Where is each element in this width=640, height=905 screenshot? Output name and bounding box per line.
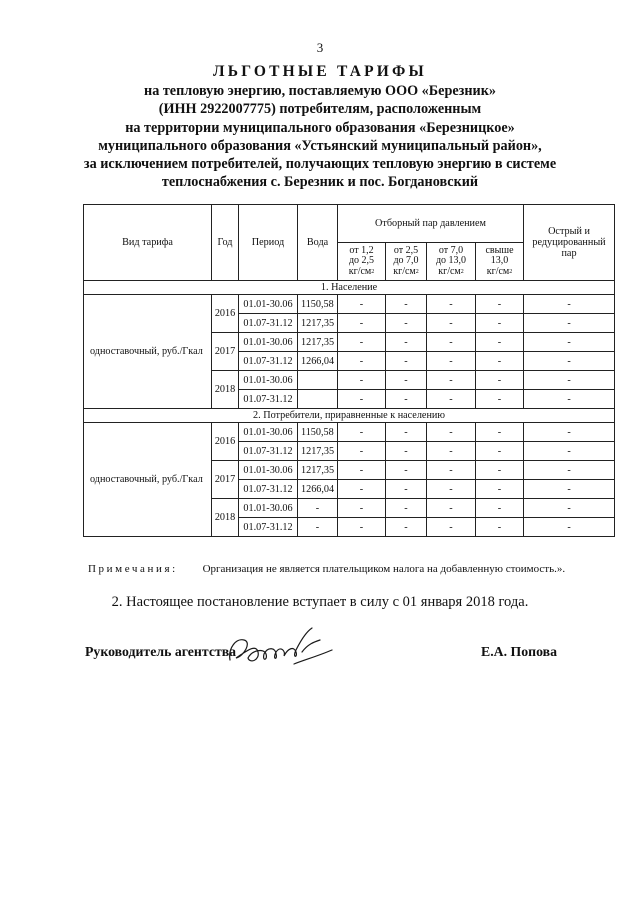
sharp-cell: - [524, 390, 615, 409]
steam-cell: - [476, 518, 524, 537]
year-cell: 2016 [212, 423, 239, 461]
steam-cell: - [338, 480, 386, 499]
steam-cell: - [476, 461, 524, 480]
table-row [84, 295, 615, 314]
steam-cell: - [427, 423, 476, 442]
steam-cell: - [476, 333, 524, 352]
section-title: 1. Население [84, 281, 615, 295]
steam-cell: - [476, 390, 524, 409]
sharp-cell: - [524, 295, 615, 314]
steam-cell: - [386, 314, 427, 333]
steam-cell: - [386, 423, 427, 442]
sharp-cell: - [524, 352, 615, 371]
water-cell [298, 390, 338, 409]
steam-cell: - [427, 480, 476, 499]
header-sharp-steam: Острый и редуцированный пар [524, 205, 615, 281]
steam-cell: - [386, 442, 427, 461]
tariff-table [83, 204, 615, 537]
steam-cell: - [386, 371, 427, 390]
steam-cell: - [338, 390, 386, 409]
note [88, 563, 565, 575]
steam-cell: - [427, 499, 476, 518]
period-cell: 01.01-30.06 [239, 461, 298, 480]
year-cell: 2017 [212, 333, 239, 371]
steam-cell: - [338, 442, 386, 461]
water-cell: 1266,04 [298, 480, 338, 499]
subheader-2.5-7: от 2,5 до 7,0 $кг/см^2$ [386, 243, 427, 281]
year-cell: 2016 [212, 295, 239, 333]
steam-cell: - [427, 461, 476, 480]
period-cell: 01.07-31.12 [239, 442, 298, 461]
steam-cell: - [338, 499, 386, 518]
header-period: Период [239, 205, 298, 281]
tariff-kind: одноставочный, руб./Гкал [84, 423, 212, 537]
period-cell: 01.07-31.12 [239, 390, 298, 409]
steam-cell: - [427, 314, 476, 333]
water-cell: 1150,58 [298, 295, 338, 314]
steam-cell: - [386, 295, 427, 314]
sharp-cell: - [524, 371, 615, 390]
period-cell: 01.01-30.06 [239, 499, 298, 518]
steam-cell: - [476, 314, 524, 333]
effective-date-clause: 2. Настоящее постановление вступает в силу с 01 января 2018 года. [111, 594, 529, 610]
steam-cell: - [427, 390, 476, 409]
sharp-cell: - [524, 480, 615, 499]
subheader-over-13: свыше 13,0 $кг/см^2$ [476, 243, 524, 281]
heading-line: теплоснабжения с. Березник и пос. Богдановский [161, 174, 479, 191]
period-cell: 01.07-31.12 [239, 314, 298, 333]
steam-cell: - [427, 352, 476, 371]
water-cell: 1150,58 [298, 423, 338, 442]
signatory-name: Е.А. Попова [481, 644, 557, 659]
table-row [84, 423, 615, 442]
tariff-kind: одноставочный, руб./Гкал [84, 295, 212, 409]
note-label: Примечания: [88, 563, 178, 575]
sharp-cell: - [524, 442, 615, 461]
steam-cell: - [427, 371, 476, 390]
steam-cell: - [338, 518, 386, 537]
period-cell: 01.07-31.12 [239, 480, 298, 499]
steam-cell: - [427, 295, 476, 314]
steam-cell: - [427, 442, 476, 461]
section-row [84, 409, 615, 423]
steam-cell: - [386, 480, 427, 499]
sharp-cell: - [524, 499, 615, 518]
water-cell: 1217,35 [298, 333, 338, 352]
section-title: 2. Потребители, приравненные к населению [84, 409, 615, 423]
handwritten-signature [222, 620, 342, 680]
steam-cell: - [386, 333, 427, 352]
steam-cell: - [386, 461, 427, 480]
water-cell: - [298, 518, 338, 537]
header-water: Вода [298, 205, 338, 281]
steam-cell: - [338, 371, 386, 390]
heading-line: на территории муниципального образования «Березницкое» [125, 119, 515, 136]
period-cell: 01.07-31.12 [239, 518, 298, 537]
period-cell: 01.01-30.06 [239, 295, 298, 314]
sharp-cell: - [524, 461, 615, 480]
steam-cell: - [427, 333, 476, 352]
table-header-row [84, 205, 615, 243]
heading-title: ЛЬГОТНЫЕ ТАРИФЫ [213, 63, 427, 80]
steam-cell: - [476, 295, 524, 314]
water-cell [298, 371, 338, 390]
steam-cell: - [476, 423, 524, 442]
header-kind: Вид тарифа [84, 205, 212, 281]
period-cell: 01.01-30.06 [239, 371, 298, 390]
steam-cell: - [386, 390, 427, 409]
page-number: 3 [316, 40, 324, 55]
water-cell: - [298, 499, 338, 518]
heading-line: муниципального образования «Устьянский муниципальный район», [98, 137, 542, 154]
header-year: Год [212, 205, 239, 281]
steam-cell: - [476, 499, 524, 518]
signatory-position: Руководитель агентства [85, 644, 237, 659]
steam-cell: - [338, 461, 386, 480]
water-cell: 1217,35 [298, 461, 338, 480]
subheader-7-13: от 7,0 до 13,0 $кг/см^2$ [427, 243, 476, 281]
sharp-cell: - [524, 423, 615, 442]
steam-cell: - [386, 518, 427, 537]
sharp-cell: - [524, 333, 615, 352]
sharp-cell: - [524, 518, 615, 537]
year-cell: 2018 [212, 499, 239, 537]
steam-cell: - [476, 352, 524, 371]
period-cell: 01.01-30.06 [239, 333, 298, 352]
sharp-cell: - [524, 314, 615, 333]
period-cell: 01.01-30.06 [239, 423, 298, 442]
period-cell: 01.07-31.12 [239, 352, 298, 371]
document-heading [40, 62, 600, 192]
heading-line: на тепловую энергию, поставляемую ООО «Березник» [144, 83, 496, 99]
water-cell: 1266,04 [298, 352, 338, 371]
steam-cell: - [476, 371, 524, 390]
header-steam-group: Отборный пар давлением [338, 205, 524, 243]
steam-cell: - [338, 295, 386, 314]
steam-cell: - [476, 442, 524, 461]
steam-cell: - [386, 352, 427, 371]
water-cell: 1217,35 [298, 314, 338, 333]
year-cell: 2017 [212, 461, 239, 499]
note-text: Организация не является плательщиком налога на добавленную стоимость.». [202, 563, 566, 575]
steam-cell: - [427, 518, 476, 537]
water-cell: 1217,35 [298, 442, 338, 461]
year-cell: 2018 [212, 371, 239, 409]
steam-cell: - [338, 333, 386, 352]
steam-cell: - [476, 480, 524, 499]
subheader-1-2.5: от 1,2 до 2,5 $кг/см^2$ [338, 243, 386, 281]
steam-cell: - [386, 499, 427, 518]
steam-cell: - [338, 352, 386, 371]
heading-line: (ИНН 2922007775) потребителям, расположенным [158, 101, 482, 118]
heading-line: за исключением потребителей, получающих тепловую энергию в системе [83, 156, 557, 173]
steam-cell: - [338, 423, 386, 442]
section-row [84, 281, 615, 295]
steam-cell: - [338, 314, 386, 333]
